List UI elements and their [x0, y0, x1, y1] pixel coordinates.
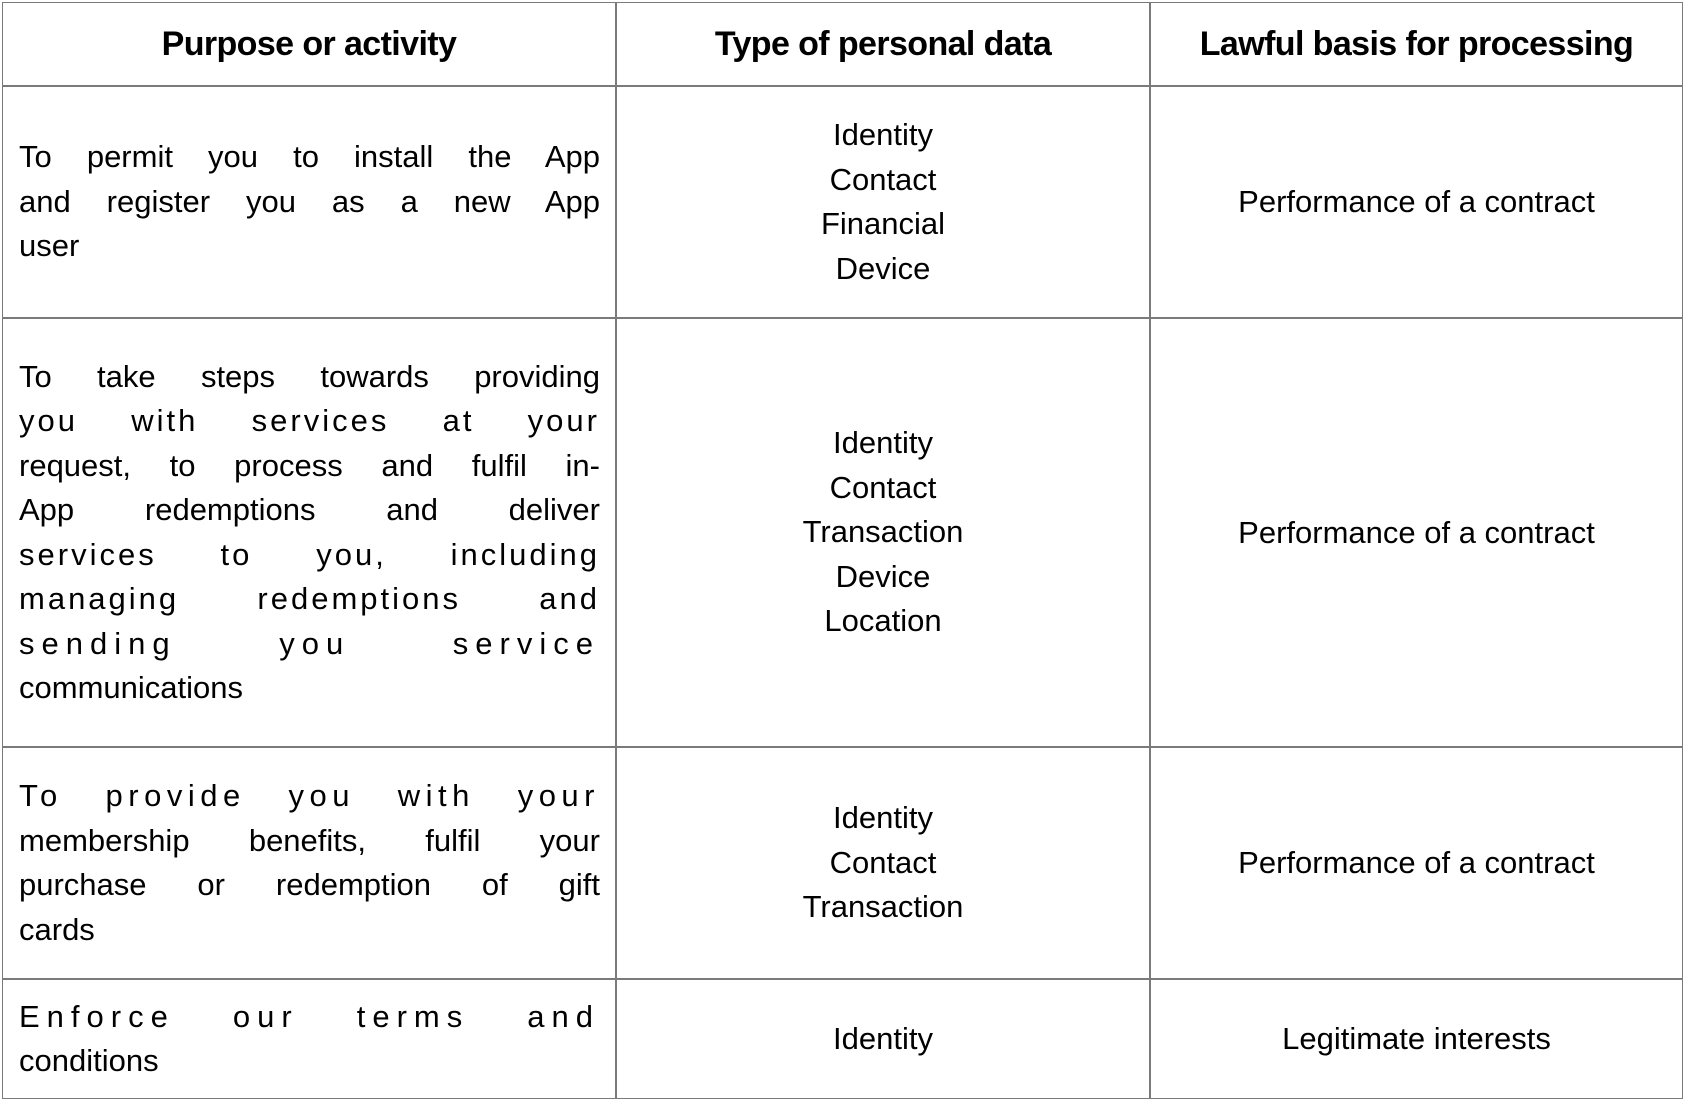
purpose-line: services to you, including: [19, 536, 600, 572]
data-type-item: Device: [835, 558, 931, 594]
purpose-line: conditions: [19, 1043, 159, 1078]
purpose-line: cards: [19, 911, 95, 947]
purpose-line: and register you as a new App: [19, 183, 600, 219]
purpose-line: sending you service: [19, 625, 600, 661]
table-row-4-data-types: [616, 979, 1150, 1099]
purpose-text: [19, 355, 600, 711]
data-type-item: Location: [824, 603, 942, 639]
data-type-item: Identity: [833, 800, 933, 836]
purpose-line: Enforce our terms and: [19, 998, 600, 1034]
table-row-1-purpose: [2, 86, 616, 318]
purpose-line: communications: [19, 670, 243, 705]
header-purpose: Purpose or activity: [161, 24, 457, 63]
purpose-text: [19, 995, 600, 1084]
table-row-3-purpose: [2, 747, 616, 979]
table-row-2-lawful-basis: Performance of a contract: [1238, 514, 1595, 550]
purpose-line: membership benefits, fulfil your: [19, 822, 600, 858]
purpose-line: you with services at your: [19, 403, 600, 438]
purpose-line: To take steps towards providing: [19, 358, 600, 394]
header-data-type: Type of personal data: [714, 24, 1052, 63]
purpose-line: request, to process and fulfil in-: [19, 447, 600, 483]
purpose-line: user: [19, 228, 80, 264]
data-type-item: Identity: [833, 117, 933, 152]
data-type-item: Contact: [829, 844, 937, 880]
table-row-2-data-types: [616, 318, 1150, 747]
table-row-2-purpose: [2, 318, 616, 747]
table-row-3-lawful-basis: Performance of a contract: [1238, 845, 1595, 880]
data-type-item: Transaction: [802, 889, 964, 925]
table-row-4-lawful-basis: Legitimate interests: [1282, 1021, 1551, 1056]
data-type-item: Identity: [833, 1020, 933, 1056]
data-type-item: Transaction: [802, 514, 964, 550]
table-row-1-lawful-basis: Performance of a contract: [1238, 184, 1595, 219]
purpose-line: managing redemptions and: [19, 581, 600, 616]
table-row-4-purpose: [2, 979, 616, 1099]
data-type-item: Contact: [829, 469, 937, 505]
purpose-line: App redemptions and deliver: [19, 492, 600, 527]
header-lawful-basis: Lawful basis for processing: [1199, 24, 1634, 63]
purpose-text: [19, 135, 600, 269]
purpose-line: purchase or redemption of gift: [19, 867, 600, 902]
data-type-item: Identity: [833, 425, 933, 461]
table-row-3-data-types: [616, 747, 1150, 979]
data-type-item: Contact: [829, 161, 937, 197]
data-type-item: Device: [835, 250, 931, 286]
table-row-1-data-types: [616, 86, 1150, 318]
purpose-text: [19, 774, 600, 952]
purpose-line: To provide you with your: [19, 778, 600, 813]
purpose-line: To permit you to install the App: [19, 139, 600, 175]
data-type-item: Financial: [820, 206, 946, 241]
